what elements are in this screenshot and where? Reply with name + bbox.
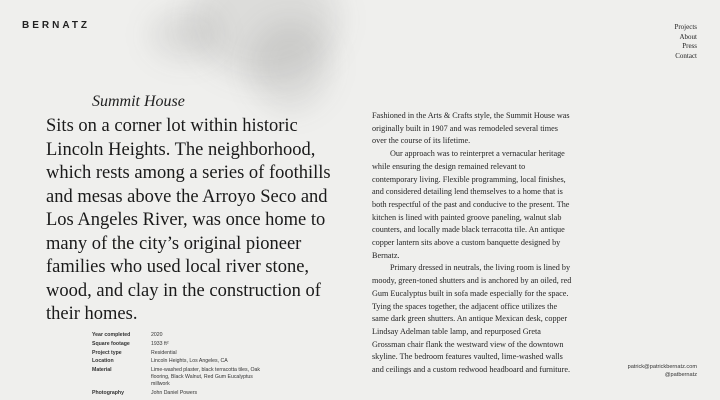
detail-row [92,341,262,350]
plant-shadow-decoration [250,20,330,110]
nav-item-about[interactable]: About [679,32,697,41]
project-lead-text: Sits on a corner lot within historic Lincoln Heights. The neighborhood, which rests among a series of foothills and mesas above the Arroyo Seco and Los Angeles River, was once home to many of the city’s original pioneer families who used local river stone, wood, and clay in the construction of their homes. [46,116,331,324]
detail-label: Year completed [92,332,131,338]
contact-info [628,364,697,379]
description-paragraph: Fashioned in the Arts & Crafts style, the Summit House was originally built in 1907 and was remodeled several times over the course of its lifetime. [372,111,570,146]
detail-label: Square footage [92,340,130,347]
detail-value: John Daniel Powers [151,389,198,396]
detail-row [92,358,262,367]
contact-email-link[interactable]: patrick@patrickbernatz.com [627,364,697,370]
detail-label: Project type [92,349,122,356]
detail-value: Lincoln Heights, Los Angeles, CA [151,358,228,365]
detail-label: Photography [92,389,124,396]
detail-value: 2020 [151,332,163,338]
detail-row [92,390,262,399]
plant-shadow-decoration [190,0,340,80]
project-details-table [92,332,262,398]
detail-value: 1933 ft² [151,340,169,347]
project-title: Summit House [92,93,185,110]
description-paragraph: Primary dressed in neutrals, the living room is lined by moody, green-toned shutters and is anchored by an oiled, red Gum Eucalyptus built in sofa made especially for the space. Tying the spaces together, the adjacent office utilizes the same dark green shutters. An antique Mexican desk, copper Lindsay Adelman table lamp, and repurposed Greta Grossman chair flank the westward view of the downtown skyline. The bedroom features vaulted, lime-washed walls and ceilings and a custom redwood headboard and furniture. [372,263,572,375]
brand-logo[interactable]: BERNATZ [22,20,91,31]
detail-row [92,350,262,359]
detail-label: Location [92,358,114,365]
nav-item-press[interactable]: Press [682,42,697,50]
description-paragraph: Our approach was to reinterpret a vernacular heritage while ensuring the design remained relevant to contemporary living. Flexible programming, local finishes, and considered detailing lend themselves to a home that is both respectful of the past and conducive to the present. The kitchen is lined with painted groove paneling, walnut slab counters, and locally made black terracotta tile. An antique copper lantern sits above a custom banquette designed by Bernatz. [372,149,570,260]
instagram-handle-link[interactable]: @patbernatz [664,371,697,378]
detail-row [92,367,262,389]
nav-item-projects[interactable]: Projects [674,23,697,31]
detail-value: Lime-washed plaster, black terracotta tiles, Oak flooring, Black Walnut, Red Gum Eucalyptus millwork [151,367,260,387]
nav-item-contact[interactable]: Contact [675,51,697,60]
plant-shadow-decoration [150,10,220,60]
main-nav [674,23,697,61]
project-description [372,110,572,377]
detail-row [92,332,262,341]
detail-label: Material [92,367,112,374]
detail-value: Residential [151,349,177,356]
